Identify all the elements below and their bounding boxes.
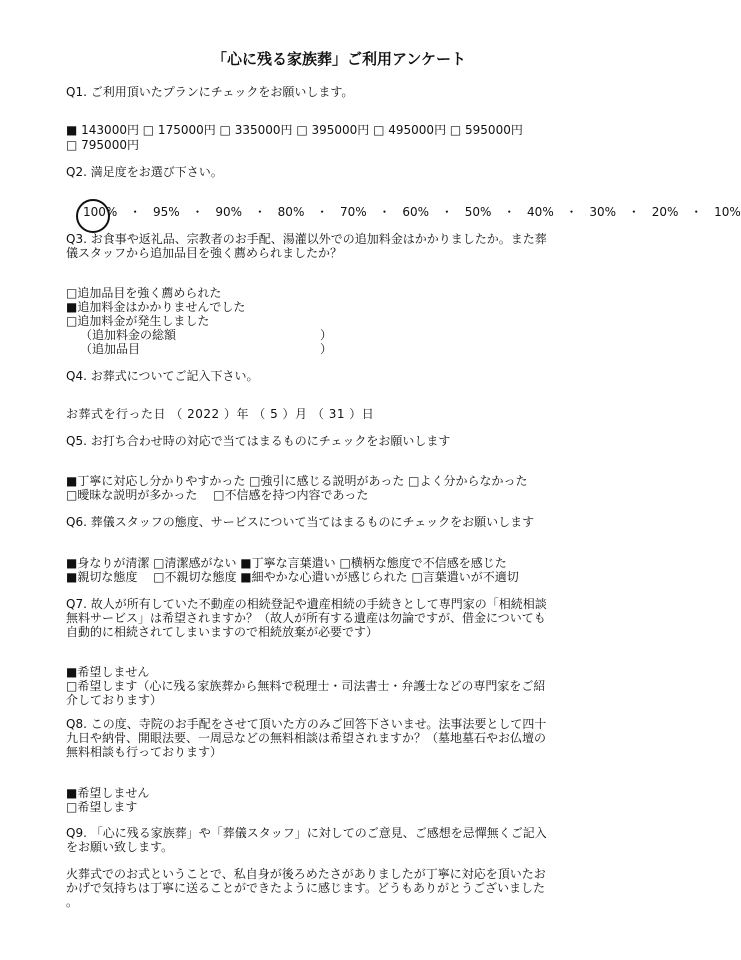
q3-option-no-extra-fee[interactable]: ■追加料金はかかりませんでした [66, 300, 246, 314]
q2-option-90[interactable]: 90% [215, 205, 242, 219]
q2-option-70[interactable]: 70% [340, 205, 367, 219]
q2-separator: ・ [627, 205, 640, 219]
q7-question-line2: 無料サービス」は希望されますか？（故人が所有する遺産は勿論ですが、借金についても [66, 611, 546, 625]
q2-option-40[interactable]: 40% [527, 205, 554, 219]
q2-question: Q2. 満足度をお選び下さい。 [66, 165, 223, 179]
q3-question-line2: 儀スタッフから追加品目を強く薦められましたか？ [66, 246, 343, 260]
selection-circle-mark [76, 199, 110, 233]
q3-option-recommended[interactable]: □追加品目を強く薦められた [66, 286, 222, 300]
q7-option-yes-cont: 介しております） [66, 693, 163, 707]
q2-option-60[interactable]: 60% [402, 205, 430, 219]
q5-options-row2[interactable]: □曖昧な説明が多かった □不信感を持つ内容であった [66, 488, 369, 502]
q2-separator: ・ [129, 205, 142, 219]
q6-options-row2[interactable]: ■親切な態度 □不親切な態度 ■細やかな心遣いが感じられた □言葉遣いが不適切 [66, 570, 519, 584]
q2-option-10[interactable]: 10% [714, 205, 741, 219]
q8-question-line2: 九日や納骨、開眼法要、一周忌などの無料相談は希望されますか？（墓地墓石やお仏壇の [66, 731, 547, 745]
q5-question: Q5. お打ち合わせ時の対応で当てはまるものにチェックをお願いします [66, 434, 451, 448]
q2-option-20[interactable]: 20% [651, 205, 679, 219]
q8-option-yes[interactable]: □希望します [66, 800, 138, 814]
q2-separator: ・ [440, 205, 453, 219]
q2-option-95[interactable]: 95% [152, 205, 180, 219]
q9-answer-line1[interactable]: 火葬式でのお式ということで、私自身が後ろめたさがありましたが丁寧に対応を頂いたお [66, 867, 546, 881]
q7-question-line1: Q7. 故人が所有していた不動産の相続登記や遺産相続の手続きとして専門家の「相続相談 [66, 597, 547, 611]
q6-options-row1[interactable]: ■身なりが清潔 □清潔感がない ■丁寧な言葉遣い □横柄な態度で不信感を感じた [66, 556, 507, 570]
q2-separator: ・ [503, 205, 516, 219]
q4-funeral-date[interactable]: お葬式を行った日 （ 2022 ）年 （ 5 ）月 （ 31 ）日 [66, 407, 375, 421]
q8-option-no[interactable]: ■希望しません [66, 786, 150, 800]
q9-answer-line3[interactable]: 。 [66, 895, 79, 909]
survey-title: 「心に残る家族葬」ご利用アンケート [211, 50, 467, 68]
q2-separator: ・ [253, 205, 266, 219]
q2-option-50[interactable]: 50% [464, 205, 492, 219]
q1-options-row2[interactable]: □ 795000円 [66, 138, 139, 152]
q8-question-line1: Q8. この度、寺院のお手配をさせて頂いた方のみご回答下さいませ。法事法要として四十 [66, 717, 547, 731]
q2-satisfaction-scale[interactable] [83, 205, 741, 219]
q2-separator: ・ [565, 205, 578, 219]
q3-option-extra-fee[interactable]: □追加料金が発生しました [66, 314, 210, 328]
q1-question: Q1. ご利用頂いたプランにチェックをお願いします。 [66, 85, 354, 99]
q5-options-row1[interactable]: ■丁寧に対応し分かりやすかった □強引に感じる説明があった □よく分からなかった [66, 474, 528, 488]
q9-question-line2: をお願い致します。 [66, 840, 174, 854]
q6-question: Q6. 葬儀スタッフの態度、サービスについて当てはまるものにチェックをお願いします [66, 515, 535, 529]
q2-separator: ・ [690, 205, 703, 219]
q3-extra-items[interactable]: （追加品目 ） [80, 342, 333, 356]
q2-separator: ・ [191, 205, 204, 219]
q3-extra-fee-total[interactable]: （追加料金の総額 ） [80, 328, 333, 342]
q3-question-line1: Q3. お食事や返礼品、宗教者のお手配、湯灌以外での追加料金はかかりましたか。また葬 [66, 232, 547, 246]
q2-option-30[interactable]: 30% [589, 205, 617, 219]
q2-separator: ・ [378, 205, 391, 219]
q2-option-80[interactable]: 80% [277, 205, 305, 219]
q4-question: Q4. お葬式についてご記入下さい。 [66, 369, 259, 383]
q2-option-100[interactable]: 100% [83, 205, 118, 219]
q7-option-no[interactable]: ■希望しません [66, 665, 150, 679]
q7-option-yes[interactable]: □希望します（心に残る家族葬から無料で税理士・司法書士・弁護士などの専門家をご紹 [66, 679, 546, 693]
q9-question-line1: Q9. 「心に残る家族葬」や「葬儀スタッフ」に対してのご意見、ご感想を忌憚無くご記入 [66, 826, 547, 840]
q7-question-line3: 自動的に相続されてしまいますので相続放棄が必要です） [66, 625, 379, 639]
q1-options-row1[interactable]: ■ 143000円 □ 175000円 □ 335000円 □ 395000円 □ 495000円 □ 595000円 [66, 123, 523, 137]
q8-question-line3: 無料相談も行っております） [66, 745, 223, 759]
q2-separator: ・ [316, 205, 329, 219]
q9-answer-line2[interactable]: かげで気持ちは丁寧に送ることができたように感じます。どうもありがとうございました [66, 881, 546, 895]
